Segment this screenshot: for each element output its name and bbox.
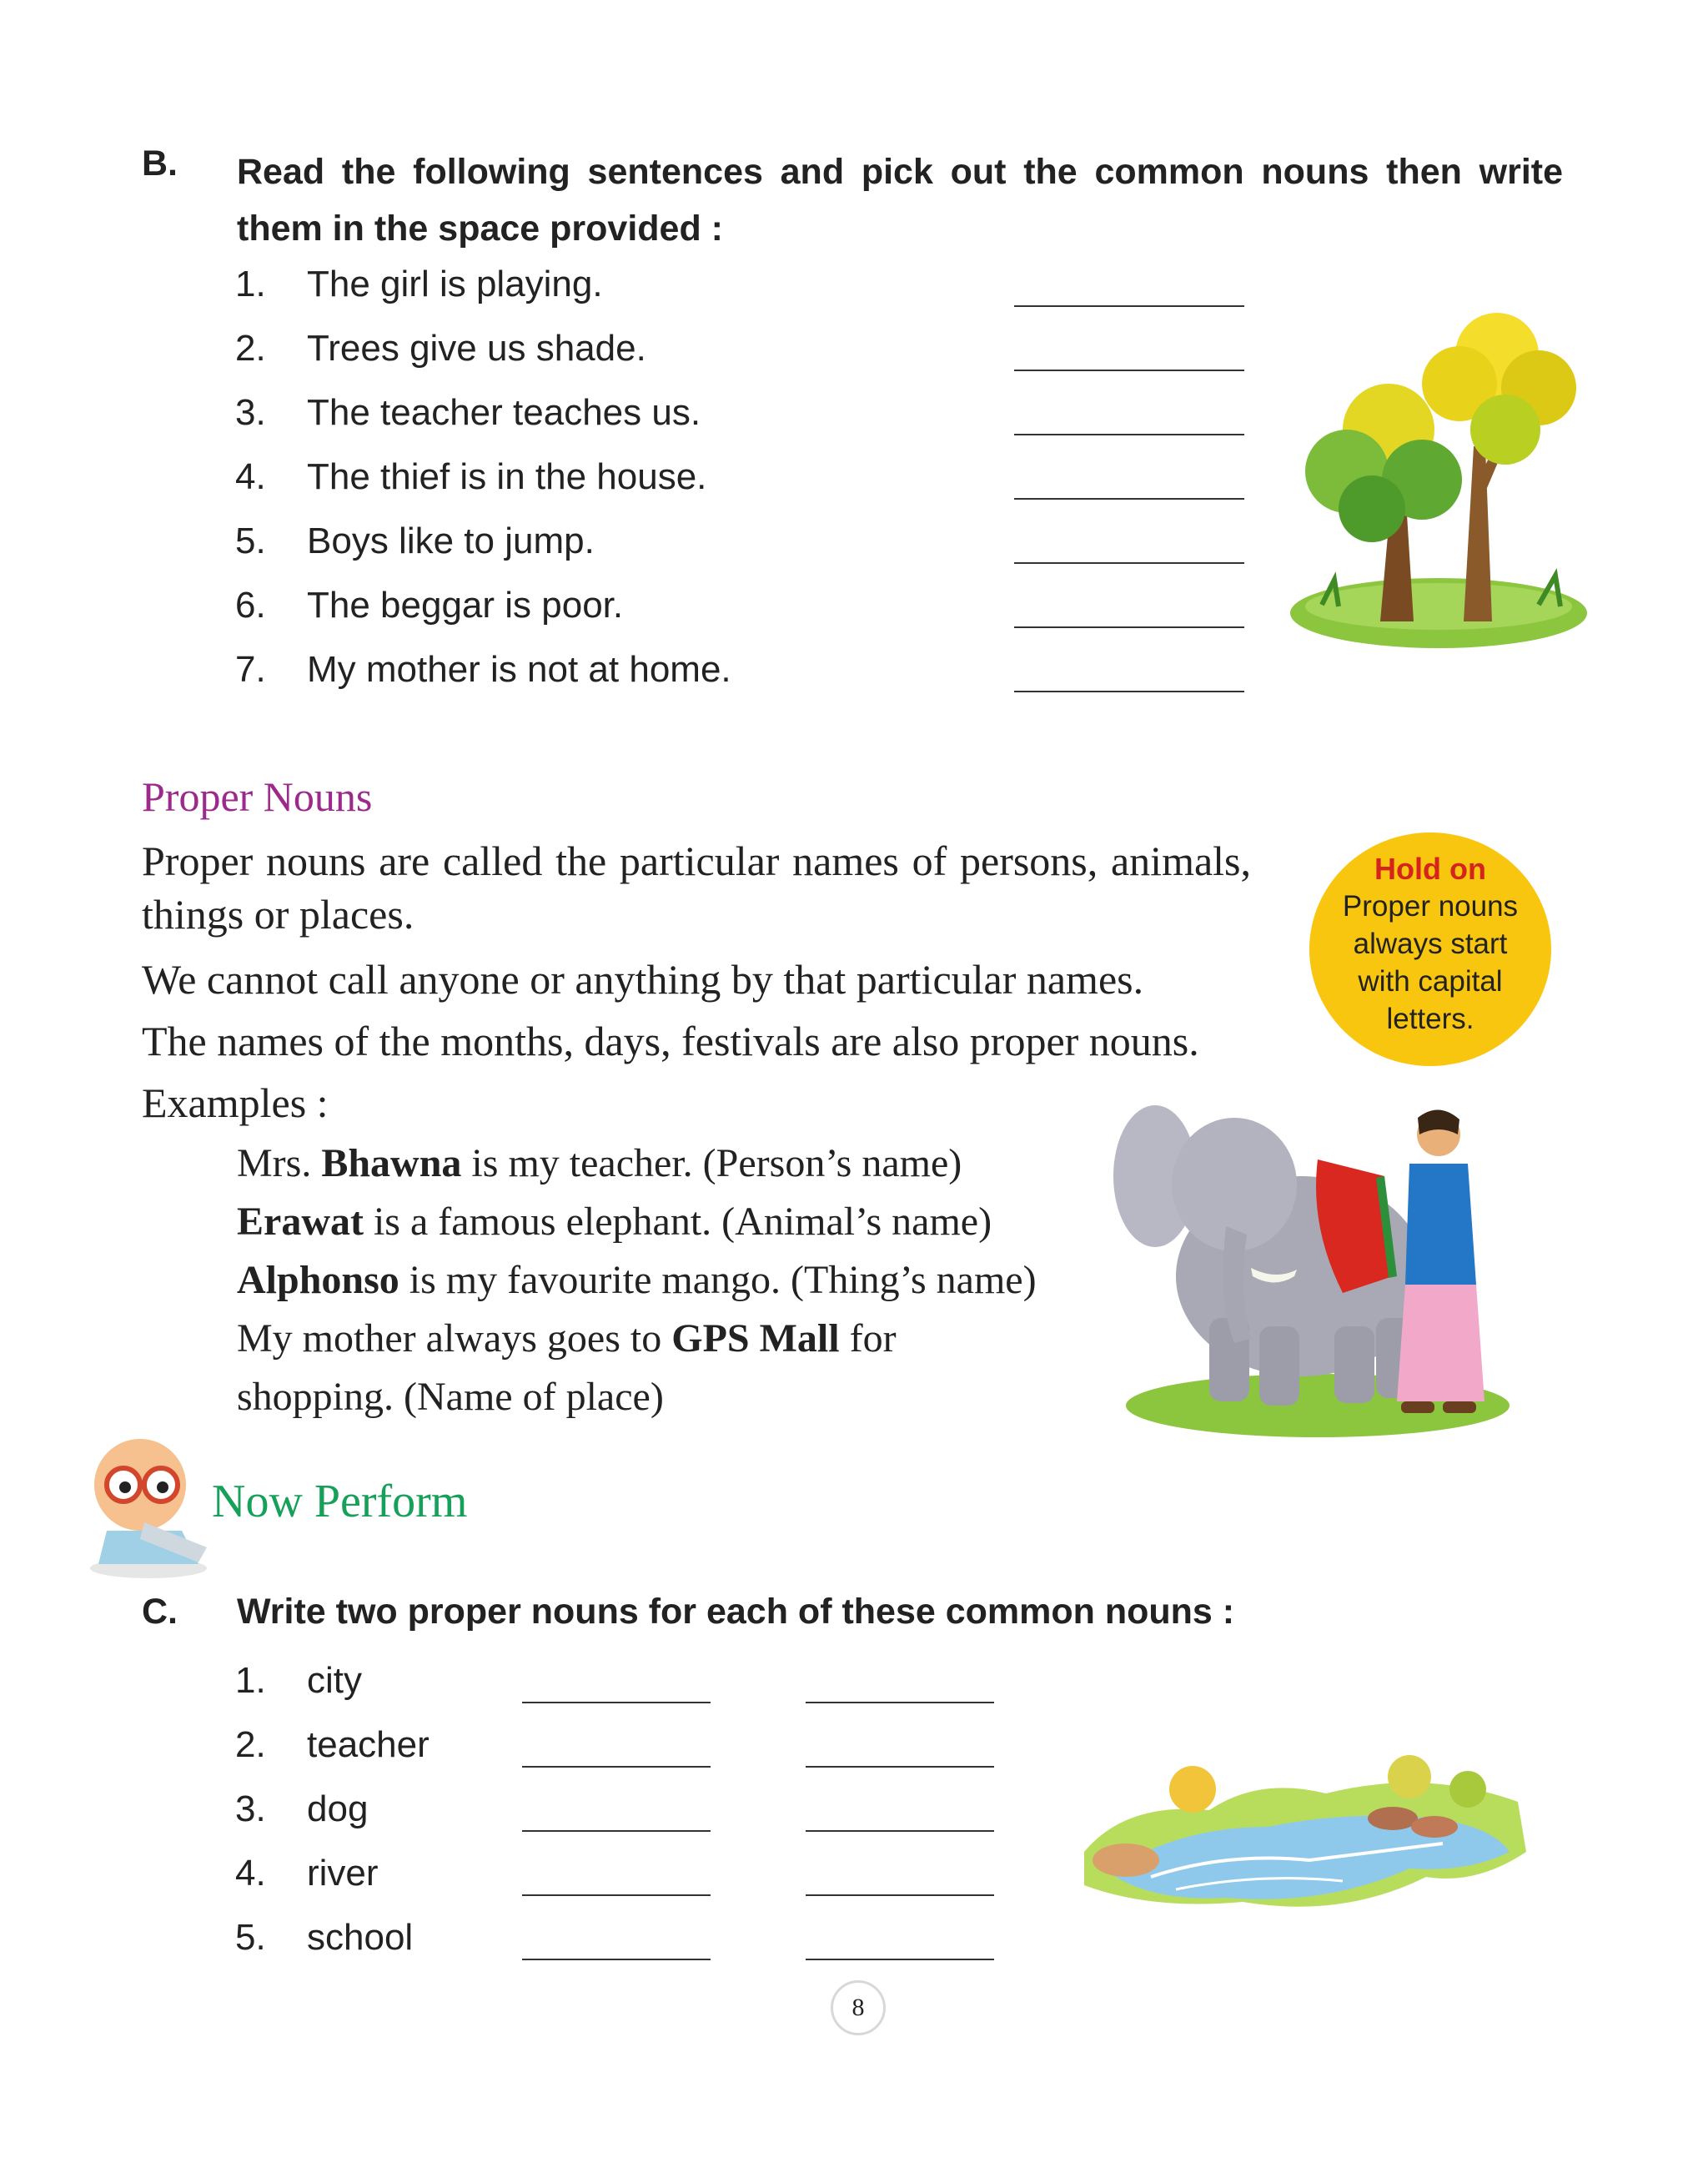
answer-blank[interactable] xyxy=(1014,434,1244,435)
explanation-paragraph: We cannot call anyone or anything by that particular names. xyxy=(142,956,1144,1003)
item-number: 5. xyxy=(235,521,266,561)
hold-on-heading: Hold on xyxy=(1374,852,1486,886)
example-line: Alphonso is my favourite mango. (Thing’s name) xyxy=(237,1258,1037,1302)
answer-blank[interactable] xyxy=(806,1830,994,1832)
item-number: 1. xyxy=(235,1660,266,1701)
river-illustration xyxy=(1076,1727,1530,1919)
list-item xyxy=(235,1853,1069,1917)
trees-illustration xyxy=(1289,304,1593,655)
item-number: 5. xyxy=(235,1917,266,1958)
answer-blank[interactable] xyxy=(522,1894,711,1896)
now-perform-heading: Now Perform xyxy=(212,1476,468,1527)
section-c-letter: C. xyxy=(142,1592,178,1632)
elephant-man-illustration xyxy=(1109,1084,1510,1443)
item-number: 4. xyxy=(235,456,266,497)
item-sentence: My mother is not at home. xyxy=(307,649,731,690)
list-item xyxy=(235,1724,1069,1788)
example-line: shopping. (Name of place) xyxy=(237,1375,664,1419)
answer-blank[interactable] xyxy=(1014,305,1244,307)
item-number: 7. xyxy=(235,649,266,690)
answer-blank[interactable] xyxy=(522,1702,711,1703)
definition-paragraph: Proper nouns are called the particular names of persons, animals, things or places. xyxy=(142,837,1251,938)
section-b-instruction: Read the following sentences and pick out the common nouns then write them in the space provided : xyxy=(237,152,1563,249)
list-item xyxy=(235,521,1319,585)
item-common-noun: river xyxy=(307,1853,379,1894)
answer-blank[interactable] xyxy=(806,1959,994,1960)
hold-on-line: letters. xyxy=(1386,1003,1474,1035)
example-line: Mrs. Bhawna is my teacher. (Person’s name) xyxy=(237,1141,962,1185)
item-number: 6. xyxy=(235,585,266,626)
item-sentence: The teacher teaches us. xyxy=(307,392,701,433)
item-number: 2. xyxy=(235,328,266,369)
list-item xyxy=(235,392,1319,456)
answer-blank[interactable] xyxy=(522,1959,711,1960)
section-c-list xyxy=(235,1660,1069,1981)
kid-reading-icon xyxy=(82,1422,215,1581)
item-number: 3. xyxy=(235,392,266,433)
item-number: 1. xyxy=(235,264,266,304)
list-item xyxy=(235,1917,1069,1981)
hold-on-line: always start xyxy=(1353,928,1508,960)
answer-blank[interactable] xyxy=(806,1702,994,1703)
item-sentence: Boys like to jump. xyxy=(307,521,595,561)
examples-label: Examples : xyxy=(142,1079,329,1126)
example-line: My mother always goes to GPS Mall for xyxy=(237,1316,897,1361)
item-common-noun: teacher xyxy=(307,1724,430,1765)
list-item xyxy=(235,1660,1069,1724)
item-number: 3. xyxy=(235,1788,266,1829)
hold-on-line: Proper nouns xyxy=(1342,890,1519,923)
answer-blank[interactable] xyxy=(522,1766,711,1768)
section-b-letter: B. xyxy=(142,143,178,184)
item-sentence: Trees give us shade. xyxy=(307,328,646,369)
item-number: 2. xyxy=(235,1724,266,1765)
list-item xyxy=(235,456,1319,521)
item-sentence: The thief is in the house. xyxy=(307,456,707,497)
item-number: 4. xyxy=(235,1853,266,1894)
explanation-paragraph-2: The names of the months, days, festivals are also proper nouns. xyxy=(142,1018,1199,1064)
section-c-instruction: Write two proper nouns for each of these common nouns : xyxy=(237,1592,1235,1632)
answer-blank[interactable] xyxy=(1014,626,1244,628)
answer-blank[interactable] xyxy=(806,1766,994,1768)
answer-blank[interactable] xyxy=(806,1894,994,1896)
answer-blank[interactable] xyxy=(1014,370,1244,371)
item-common-noun: city xyxy=(307,1660,362,1701)
examples-list xyxy=(237,1134,1154,1426)
item-sentence: The girl is playing. xyxy=(307,264,603,304)
answer-blank[interactable] xyxy=(522,1830,711,1832)
answer-blank[interactable] xyxy=(1014,691,1244,692)
item-common-noun: school xyxy=(307,1917,414,1958)
answer-blank[interactable] xyxy=(1014,562,1244,564)
page-number: 8 xyxy=(831,1980,886,2035)
proper-nouns-heading: Proper Nouns xyxy=(142,773,373,820)
list-item xyxy=(235,264,1319,328)
hold-on-badge xyxy=(1309,832,1551,1066)
answer-blank[interactable] xyxy=(1014,498,1244,500)
list-item xyxy=(235,1788,1069,1853)
list-item xyxy=(235,328,1319,392)
item-common-noun: dog xyxy=(307,1788,369,1829)
list-item xyxy=(235,585,1319,649)
section-b-list xyxy=(235,264,1319,713)
list-item xyxy=(235,649,1319,713)
hold-on-line: with capital xyxy=(1358,965,1503,998)
example-line: Erawat is a famous elephant. (Animal’s name) xyxy=(237,1200,992,1244)
item-sentence: The beggar is poor. xyxy=(307,585,624,626)
